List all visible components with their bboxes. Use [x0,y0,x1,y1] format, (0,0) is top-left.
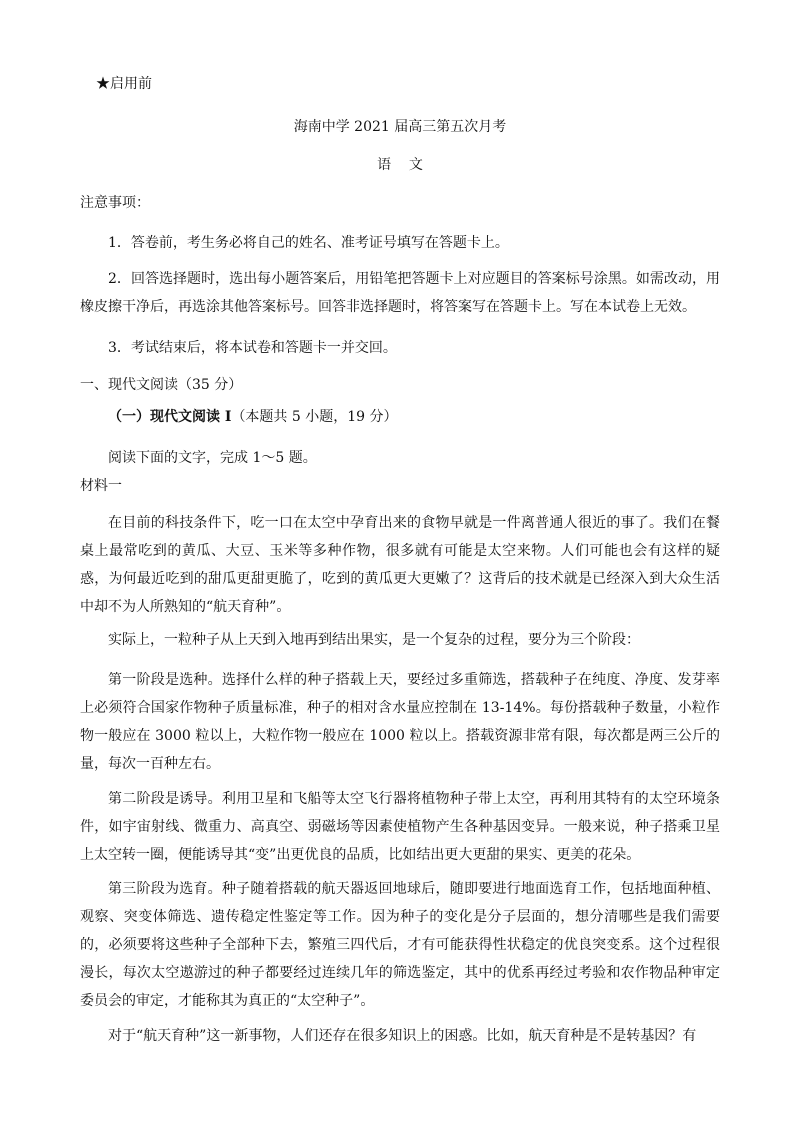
body-paragraph: 第一阶段是选种。选择什么样的种子搭载上天，要经过多重筛选，搭载种子在纯度、净度、发芽率上必须符合国家作物种子质量标准，种子的相对含水量应控制在 13-14%。每份搭载种子数量，小粒作物一般应在 3000 粒以上，大粒作物一般应在 1000 粒以上。搭载资源非常有限，每次都是两三公斤的量，每次一百种左右。 [80,672,720,772]
subsection-note: （本题共 5 小题，19 分） [231,409,398,425]
body-paragraph: 在目前的科技条件下，吃一口在太空中孕育出来的食物早就是一件离普通人很近的事了。我们在餐桌上最常吃到的黄瓜、大豆、玉米等多种作物，很多就有可能是太空来物。人们可能也会有这样的疑惑，为何最近吃到的甜瓜更甜更脆了，吃到的黄瓜更大更嫩了？这背后的技术就是已经深入到大众生活中却不为人所熟知的“航天育种”。 [80,515,720,615]
body-paragraph: 第二阶段是诱导。利用卫星和飞船等太空飞行器将植物种子带上太空，再利用其特有的太空环境条件，如宇宙射线、微重力、高真空、弱磁场等因素使植物产生各种基因变异。一般来说，种子搭乘卫星上太空转一圈，便能诱导其“变”出更优良的品质，比如结出更大更甜的果实、更美的花朵。 [80,791,720,863]
body-paragraph: 实际上，一粒种子从上天到入地再到结出果实，是一个复杂的过程，要分为三个阶段： [108,632,640,648]
subsection-heading [80,406,720,426]
subject-title: 语 文 [377,157,423,173]
subsection-title: （一）现代文阅读 I [108,409,232,425]
section-heading: 一、现代文阅读（35 分） [80,377,243,393]
note-item-1: 1．答卷前，考生务必将自己的姓名、准考证号填写在答题卡上。 [108,235,509,251]
body-paragraph: 对于“航天育种”这一新事物，人们还存在很多知识上的困惑。比如，航天育种是不是转基因？有 [108,1028,697,1044]
notes-heading: 注意事项： [80,195,150,211]
material-label: 材料一 [80,478,122,494]
note-item-3: 3．考试结束后，将本试卷和答题卡一并交回。 [108,340,397,356]
exam-title: 海南中学 2021 届高三第五次月考 [293,119,507,135]
confidential-mark: ★启用前 [96,76,152,92]
reading-instruction: 阅读下面的文字，完成 1～5 题。 [108,450,317,466]
note-item-2: 2．回答选择题时，选出每小题答案后，用铅笔把答题卡上对应题目的答案标号涂黑。如需改动，用橡皮擦干净后，再选涂其他答案标号。回答非选择题时，将答案写在答题卡上。写在本试卷上无效。 [80,271,720,315]
exam-page [80,0,720,1123]
body-paragraph: 第三阶段为选育。种子随着搭载的航天器返回地球后，随即要进行地面选育工作，包括地面种植、观察、突变体筛选、遗传稳定性鉴定等工作。因为种子的变化是分子层面的，想分清哪些是我们需要的，必须要将这些种子全部种下去，繁殖三四代后，才有可能获得性状稳定的优良突变系。这个过程很漫长，每次太空遨游过的种子都要经过连续几年的筛选鉴定，其中的优系再经过考验和农作物品种审定委员会的审定，才能称其为真正的“太空种子”。 [80,881,720,1009]
